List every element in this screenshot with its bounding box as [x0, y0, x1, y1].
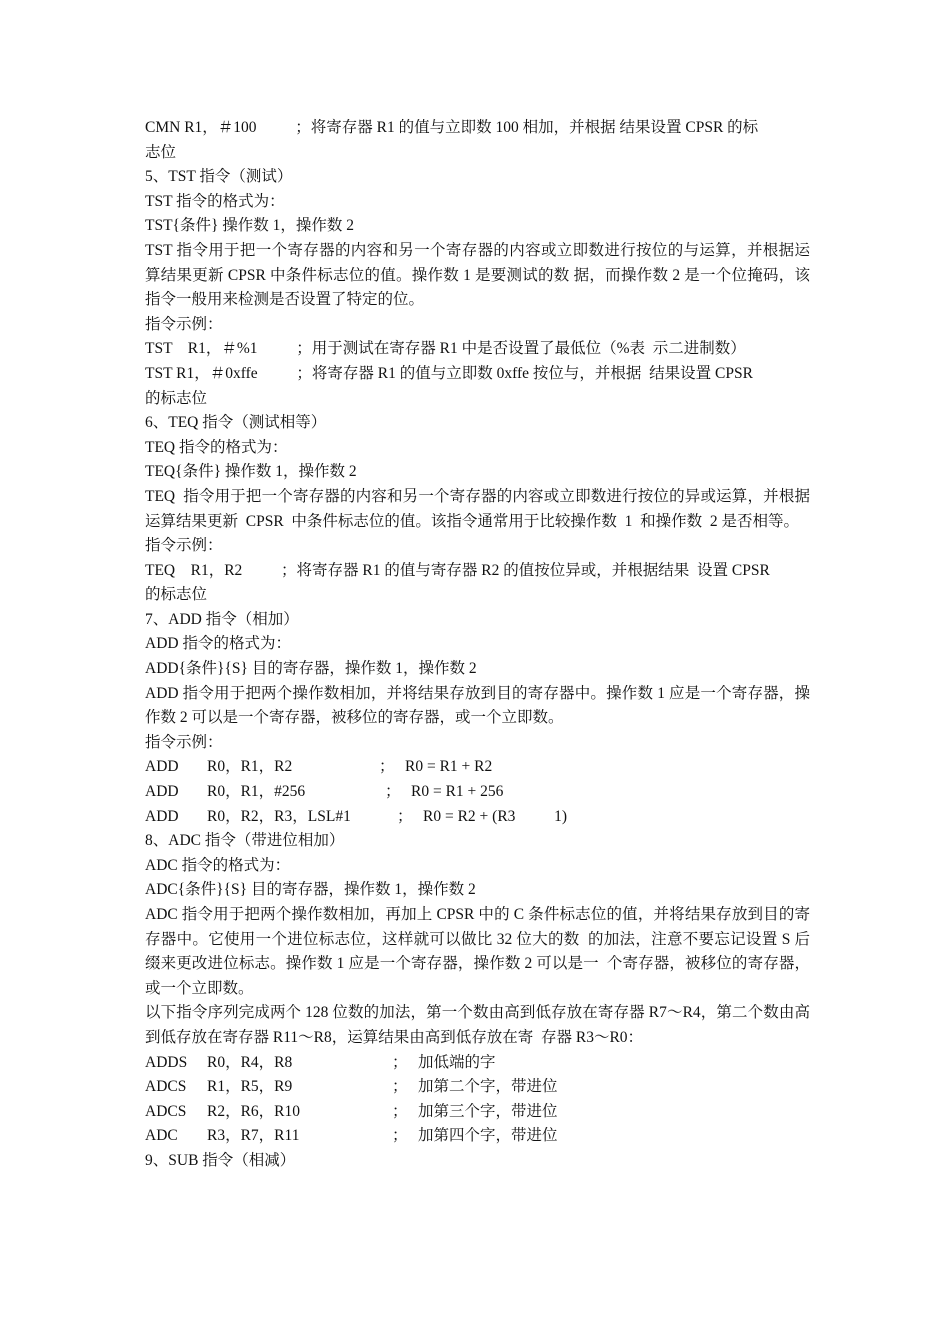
- tst-example-1: TST R1，＃%1 ；用于测试在寄存器 R1 中是否设置了最低位（%表 示二进制数）: [145, 340, 746, 358]
- comment-separator: ；: [392, 1078, 408, 1096]
- comment: R0 = R1 + 256: [411, 783, 504, 801]
- comment: 加第二个字，带进位: [418, 1078, 558, 1096]
- tst-example-2: TST R1，＃0xffe ；将寄存器 R1 的值与立即数 0xffe 按位与，并根据 结果设置 CPSR: [145, 364, 753, 382]
- add-format-label: ADD 指令的格式为：: [145, 635, 291, 653]
- operands: R2，R6，R10: [207, 1102, 301, 1120]
- add-example-row: [145, 805, 810, 830]
- adc-format-label: ADC 指令的格式为：: [145, 856, 291, 874]
- cmn-example-line: CMN R1，＃100 ；将寄存器 R1 的值与立即数 100 相加，并根据 结果设置 CPSR 的标: [145, 119, 759, 136]
- tst-format-label: TST 指令的格式为：: [145, 192, 285, 210]
- opcode: ADC: [145, 1127, 178, 1145]
- cmn-example-line-continued: 志位: [145, 143, 177, 161]
- teq-example: TEQ R1，R2 ；将寄存器 R1 的值与寄存器 R2 的值按位异或，并根据结果 设置 CPSR: [145, 561, 770, 579]
- teq-format-label: TEQ 指令的格式为：: [145, 438, 288, 456]
- add-format: ADD{条件}{S} 目的寄存器，操作数 1，操作数 2: [145, 660, 477, 678]
- teq-example-label: 指令示例：: [145, 537, 223, 555]
- adc-format: ADC{条件}{S} 目的寄存器，操作数 1，操作数 2: [145, 881, 476, 899]
- comment-separator: ；: [397, 807, 413, 825]
- operands: R0，R2，R3，LSL#1: [207, 807, 351, 825]
- comment: 加第三个字，带进位: [418, 1102, 558, 1120]
- sub-heading: 9、SUB 指令（相减）: [145, 1151, 296, 1169]
- add-heading: 7、ADD 指令（相加）: [145, 610, 299, 628]
- add-example-row: [145, 755, 810, 780]
- comment-separator: ；: [379, 758, 395, 776]
- tst-example-label: 指令示例：: [145, 315, 223, 333]
- opcode: ADCS: [145, 1078, 187, 1096]
- operands: R1，R5，R9: [207, 1078, 293, 1096]
- comment: R0 = R2 + (R3 1): [423, 807, 568, 825]
- adc-example-row: [145, 1051, 810, 1076]
- opcode: ADD: [145, 783, 179, 801]
- opcode: ADCS: [145, 1102, 187, 1120]
- add-example-label: 指令示例：: [145, 733, 223, 751]
- comment-separator: ；: [392, 1053, 408, 1071]
- opcode: ADD: [145, 807, 179, 825]
- operands: R0，R1，#256: [207, 783, 306, 801]
- document-body: [145, 116, 810, 1174]
- comment: R0 = R1 + R2: [405, 758, 493, 776]
- comment-separator: ；: [392, 1102, 408, 1120]
- comment: 加低端的字: [418, 1053, 496, 1071]
- operands: R0，R4，R8: [207, 1053, 293, 1071]
- comment: 加第四个字，带进位: [418, 1127, 558, 1145]
- operands: R0，R1，R2: [207, 758, 293, 776]
- adc-description: ADC 指令用于把两个操作数相加，再加上 CPSR 中的 C 条件标志位的值，并将结果存放到目的寄存器中。它使用一个进位标志位，这样就可以做比 32 位大的数 的加法，注意不要忘记设置 S 后缀来更改进位标志。操作数 1 应是一个寄存器，操作数 2 可以是一 个寄存器，被移位的寄存器，或一个立即数。: [145, 906, 810, 997]
- adc-example-row: [145, 1100, 810, 1125]
- adc-heading: 8、ADC 指令（带进位相加）: [145, 832, 345, 850]
- comment-separator: ；: [385, 783, 401, 801]
- teq-heading: 6、TEQ 指令（测试相等）: [145, 414, 327, 432]
- teq-format: TEQ{条件} 操作数 1，操作数 2: [145, 463, 357, 481]
- tst-description: TST 指令用于把一个寄存器的内容和另一个寄存器的内容或立即数进行按位的与运算，并根据运算结果更新 CPSR 中条件标志位的值。操作数 1 是要测试的数 据，而操作数 2 是一个位掩码，该指令一般用来检测是否设置了特定的位。: [145, 241, 810, 309]
- tst-heading: 5、TST 指令（测试）: [145, 168, 293, 186]
- add-description: ADD 指令用于把两个操作数相加，并将结果存放到目的寄存器中。操作数 1 应是一个寄存器，操作数 2 可以是一个寄存器，被移位的寄存器，或一个立即数。: [145, 684, 810, 727]
- comment-separator: ；: [392, 1127, 408, 1145]
- tst-format: TST{条件} 操作数 1，操作数 2: [145, 217, 355, 235]
- operands: R3，R7，R11: [207, 1127, 300, 1145]
- opcode: ADD: [145, 758, 179, 776]
- adc-example-row: [145, 1075, 810, 1100]
- opcode: ADDS: [145, 1053, 188, 1071]
- add-example-row: [145, 780, 810, 805]
- adc-sequence-description: 以下指令序列完成两个 128 位数的加法，第一个数由高到低存放在寄存器 R7～R4，第二个数由高到低存放在寄存器 R11～R8，运算结果由高到低存放在寄 存器 R3～R0：: [145, 1004, 810, 1046]
- tst-example-2-continued: 的标志位: [145, 389, 208, 407]
- teq-description: TEQ 指令用于把一个寄存器的内容和另一个寄存器的内容或立即数进行按位的异或运算，并根据运算结果更新 CPSR 中条件标志位的值。该指令通常用于比较操作数 1 和操作数 2 是否相等。: [145, 487, 810, 530]
- adc-example-row: [145, 1124, 810, 1149]
- teq-example-continued: 的标志位: [145, 586, 208, 604]
